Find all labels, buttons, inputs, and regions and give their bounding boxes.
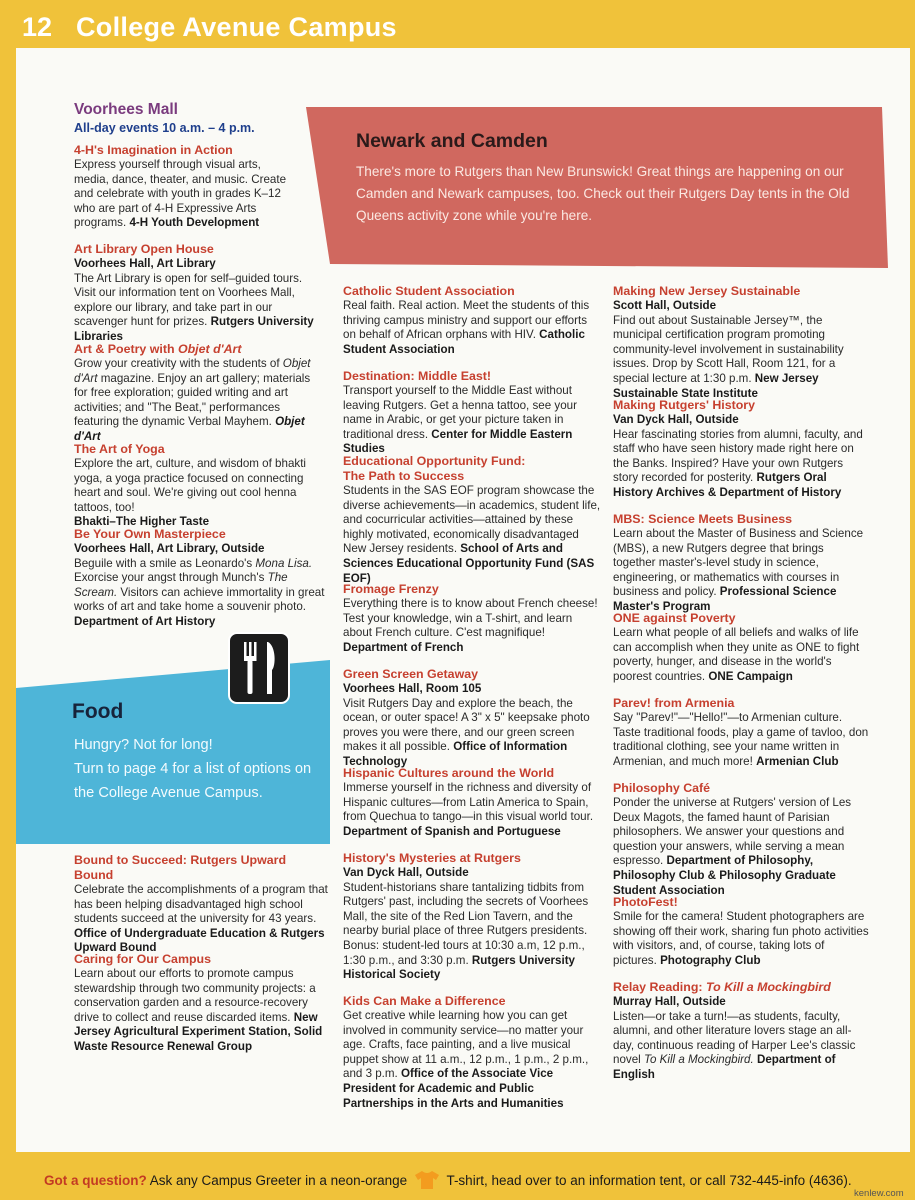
- event-organization: 4-H Youth Development: [129, 216, 260, 230]
- event-title: History's Mysteries at Rutgers: [343, 851, 521, 865]
- newark-camden-body: There's more to Rutgers than New Brunswick! Great things are happening on our Camden and Newark campuses, too. Check out their Rutgers Day tents in the Old Queens activity zone while you're here.: [356, 164, 850, 223]
- event-title: The Art of Yoga: [74, 442, 165, 456]
- event-description: Say "Parev!"—"Hello!"—to Armenian culture. Taste traditional foods, play a game of tavloo, don traditional clothing, see your name written in Armenian, and much more!: [613, 711, 869, 768]
- event-title: Be Your Own Masterpiece: [74, 527, 226, 541]
- event-organization: Rutgers University Libraries: [74, 315, 314, 343]
- event-nj-sustainable: [613, 284, 869, 401]
- event-description: Everything there is to know about French cheese! Test your knowledge, win a T-shirt, and learn about French culture. C'est magnifique!: [343, 597, 598, 640]
- event-title: Bound to Succeed: Rutgers Upward Bound: [74, 853, 287, 882]
- event-description: Ponder the universe at Rutgers' version of Les Deux Magots, the famed haunt of Parisian philosophers. We answer your questions and question your answers, while serving a mean espresso.: [613, 796, 852, 868]
- event-middle-east: [343, 369, 601, 457]
- event-organization: Bhakti–The Higher Taste: [74, 515, 210, 529]
- event-description: Real faith. Real action. Meet the students of this thriving campus ministry and support our efforts on behalf of African orphans with HIV.: [343, 299, 590, 342]
- footer-text-2: T-shirt, head over to an information tent, or call 732-445-info (4636).: [446, 1173, 852, 1188]
- event-organization: Department of Spanish and Portuguese: [343, 824, 561, 838]
- event-organization: Objet d'Art: [74, 415, 305, 443]
- event-hispanic-cultures: [343, 766, 599, 839]
- event-title: Art Library Open House: [74, 242, 214, 256]
- event-organization: New Jersey Agricultural Experiment Station, Solid Waste Resource Renewal Group: [74, 1010, 323, 1053]
- event-location: Scott Hall, Outside: [613, 299, 717, 312]
- event-description: Hear fascinating stories from alumni, faculty, and staff who have seen history made right here on the Banks. Inspired? Have your own Rutgers story recorded for posterity.: [613, 427, 863, 485]
- event-title: Green Screen Getaway: [343, 667, 478, 681]
- event-caring-for-campus: [74, 952, 326, 1055]
- voorhees-mall-title: Voorhees Mall: [74, 101, 178, 118]
- event-eof: [343, 454, 601, 586]
- event-description: Student-historians share tantalizing tidbits from Rutgers' past, including the secrets of Voorhees Mall, the site of the Red Lion Tavern, and the nearby burial place of three Rutgers presidents. Bonus: student-led tours at 10:30 a.m, 12 p.m., 1:30 p.m., and 3:30 p.m.: [343, 880, 589, 967]
- newark-camden-title: Newark and Camden: [356, 130, 548, 152]
- event-organization: Photography Club: [660, 953, 761, 967]
- event-organization: Department of Philosophy, Philosophy Club & Philosophy Graduate Student Association: [613, 854, 836, 897]
- page-title: College Avenue Campus: [76, 12, 397, 42]
- event-mbs: [613, 512, 869, 615]
- event-title: 4-H's Imagination in Action: [74, 143, 233, 157]
- event-photofest: [613, 895, 869, 968]
- event-one-against-poverty: [613, 611, 869, 684]
- event-philosophy-cafe: [613, 781, 869, 898]
- event-description: The Art Library is open for self–guided tours. Visit our information tent on Voorhees Mall, explore our library, and take part in our scavenger hunt for prizes.: [74, 271, 303, 329]
- event-title: Art & Poetry with Objet d'Art: [74, 342, 242, 356]
- food-line-2: Turn to page 4 for a list of options on the College Avenue Campus.: [74, 761, 312, 801]
- event-organization: Rutgers Oral History Archives & Department of History: [613, 471, 842, 499]
- page-number: 12: [22, 12, 53, 42]
- watermark: kenlew.com: [854, 1188, 904, 1199]
- event-location: Voorhees Hall, Room 105: [343, 682, 482, 695]
- event-title: Making Rutgers' History: [613, 398, 756, 412]
- event-description: Celebrate the accomplishments of a program that has been helping disadvantaged high school students succeed at the university for 43 years.: [74, 883, 328, 926]
- event-parev-armenia: [613, 696, 869, 769]
- event-organization: Armenian Club: [756, 754, 839, 768]
- event-organization: Professional Science Master's Program: [613, 585, 837, 613]
- event-organization: Rutgers University Historical Society: [343, 953, 576, 982]
- fork-and-knife-icon: [228, 632, 290, 704]
- event-organization: Office of Undergraduate Education & Rutgers Upward Bound: [74, 926, 325, 955]
- event-catholic-student: [343, 284, 599, 357]
- event-title: MBS: Science Meets Business: [613, 512, 793, 526]
- event-masterpiece: [74, 527, 326, 630]
- event-title: ONE against Poverty: [613, 611, 736, 625]
- event-organization: ONE Campaign: [708, 669, 793, 683]
- event-location: Voorhees Hall, Art Library, Outside: [74, 542, 265, 555]
- event-title: PhotoFest!: [613, 895, 678, 909]
- event-description: Smile for the camera! Student photographers are showing off their work, sharing fun photo activities with visitors, and, of course, taking lots of pictures.: [613, 910, 869, 967]
- event-title: Hispanic Cultures around the World: [343, 766, 555, 780]
- event-description: Explore the art, culture, and wisdom of bhakti yoga, a yoga practice focused on connecting heart and soul. We're giving out cool henna tattoos, too!: [74, 457, 306, 514]
- event-location: Voorhees Hall, Art Library: [74, 257, 216, 270]
- food-body: [74, 733, 324, 805]
- tshirt-icon: [414, 1170, 440, 1190]
- event-organization: Center for Middle Eastern Studies: [343, 427, 573, 456]
- event-bound-to-succeed: [74, 853, 328, 956]
- event-rutgers-history: [613, 398, 869, 501]
- event-kids-difference: [343, 994, 599, 1111]
- event-organization: School of Arts and Sciences Educational Opportunity Fund (SAS EOF): [343, 542, 595, 585]
- event-organization: Department of English: [613, 1053, 836, 1081]
- event-description: Visit Rutgers Day and explore the beach, the ocean, or outer space! A 3" x 5" keepsake photo proves you were there, and our green screen makes it all possible.: [343, 696, 590, 754]
- event-description: Students in the SAS EOF program showcase the diverse achievements—in academics, student life, and cocurricular activities—attained by these highly motivated, economically disadvantaged New Jersey residents.: [343, 484, 601, 556]
- event-organization: Office of the Associate Vice President for Academic and Public Partnerships in the Arts and Humanities: [343, 1067, 564, 1110]
- event-description: Transport yourself to the Middle East without leaving Rutgers. Get a henna tattoo, see your name in Arabic, or get your picture taken in traditional dress.: [343, 384, 577, 441]
- event-art-poetry: [74, 342, 324, 445]
- event-organization: Office of Information Technology: [343, 740, 568, 768]
- event-description: Immerse yourself in the richness and diversity of Hispanic cultures—from Latin America to Spain, from Quechua to tango—in this visual world tour.: [343, 781, 594, 824]
- event-title: Educational Opportunity Fund: The Path to Success: [343, 454, 526, 483]
- event-description: Learn what people of all beliefs and walks of life can accomplish when they unite as ONE to fight poverty, hunger, and disease in the world's poorest countries.: [613, 626, 860, 683]
- event-description: Learn about the Master of Business and Science (MBS), a new Rutgers degree that brings together master's-level study in science, engineering, or mathematics with courses in business and policy.: [613, 527, 864, 599]
- event-description: Get creative while learning how you can get involved in community service—no matter your age. Crafts, face painting, and a live musical puppet show at 11 a.m., 12 p.m., 1 p.m., 2 p.m., and 3 p.m.: [343, 1009, 589, 1081]
- event-relay-reading: [613, 980, 869, 1083]
- event-title: Making New Jersey Sustainable: [613, 284, 801, 298]
- event-art-library: [74, 242, 324, 345]
- event-title: Philosophy Café: [613, 781, 711, 795]
- event-organization: Department of Art History: [74, 614, 216, 628]
- event-organization: Catholic Student Association: [343, 328, 585, 356]
- event-title: Destination: Middle East!: [343, 369, 492, 383]
- food-title: Food: [72, 700, 124, 723]
- event-title: Caring for Our Campus: [74, 952, 211, 966]
- event-location: Van Dyck Hall, Outside: [613, 413, 739, 426]
- event-4h-imagination: [74, 143, 296, 231]
- event-historys-mysteries: [343, 851, 599, 983]
- event-green-screen: [343, 667, 601, 770]
- event-description: Listen—or take a turn!—as students, faculty, alumni, and other literature lovers stage an all-day, continuous reading of Harper Lee's classic novel To Kill a Mockingbird.: [613, 1009, 856, 1067]
- event-description: Express yourself through visual arts, media, dance, theater, and music. Create and celebrate with youth in grades K–12 who are part of 4-H Expressive Arts programs.: [74, 158, 287, 230]
- event-location: Van Dyck Hall, Outside: [343, 866, 469, 879]
- food-line-1: Hungry? Not for long!: [74, 737, 213, 753]
- footer-question-label: Got a question?: [44, 1173, 147, 1188]
- event-fromage-frenzy: [343, 582, 599, 655]
- event-title: Relay Reading: To Kill a Mockingbird: [613, 980, 831, 994]
- event-title: Catholic Student Association: [343, 284, 515, 298]
- event-organization: Department of French: [343, 640, 464, 654]
- footer-question: [44, 1170, 852, 1190]
- footer-text-1: Ask any Campus Greeter in a neon-orange: [149, 1173, 408, 1188]
- event-organization: New Jersey Sustainable State Institute: [613, 371, 819, 400]
- event-art-of-yoga: [74, 442, 324, 530]
- voorhees-mall-hours: All-day events 10 a.m. – 4 p.m.: [74, 121, 255, 135]
- event-location: Murray Hall, Outside: [613, 995, 726, 1008]
- event-description: Grow your creativity with the students of Objet d'Art magazine. Enjoy an art gallery; materials for free exploration; guided writing and art activities; and "The Beat," performances featuring the dynamic Verbal Mayhem.: [74, 357, 311, 429]
- event-title: Parev! from Armenia: [613, 696, 735, 710]
- event-title: Fromage Frenzy: [343, 582, 439, 596]
- event-title: Kids Can Make a Difference: [343, 994, 506, 1008]
- event-description: Learn about our efforts to promote campus stewardship through two community projects: a conservation garden and a resource-recovery drive to collect and reuse discarded items.: [74, 967, 316, 1024]
- event-description: Beguile with a smile as Leonardo's Mona Lisa. Exorcise your angst through Munch's The Scream. Visitors can achieve immortality in great works of art and take home a souvenir photo.: [74, 556, 325, 614]
- event-description: Find out about Sustainable Jersey™, the municipal certification program promoting community-level involvement in sustainability issues. Drop by Scott Hall, Room 121, for a special lecture at 1:30 p.m.: [613, 313, 844, 385]
